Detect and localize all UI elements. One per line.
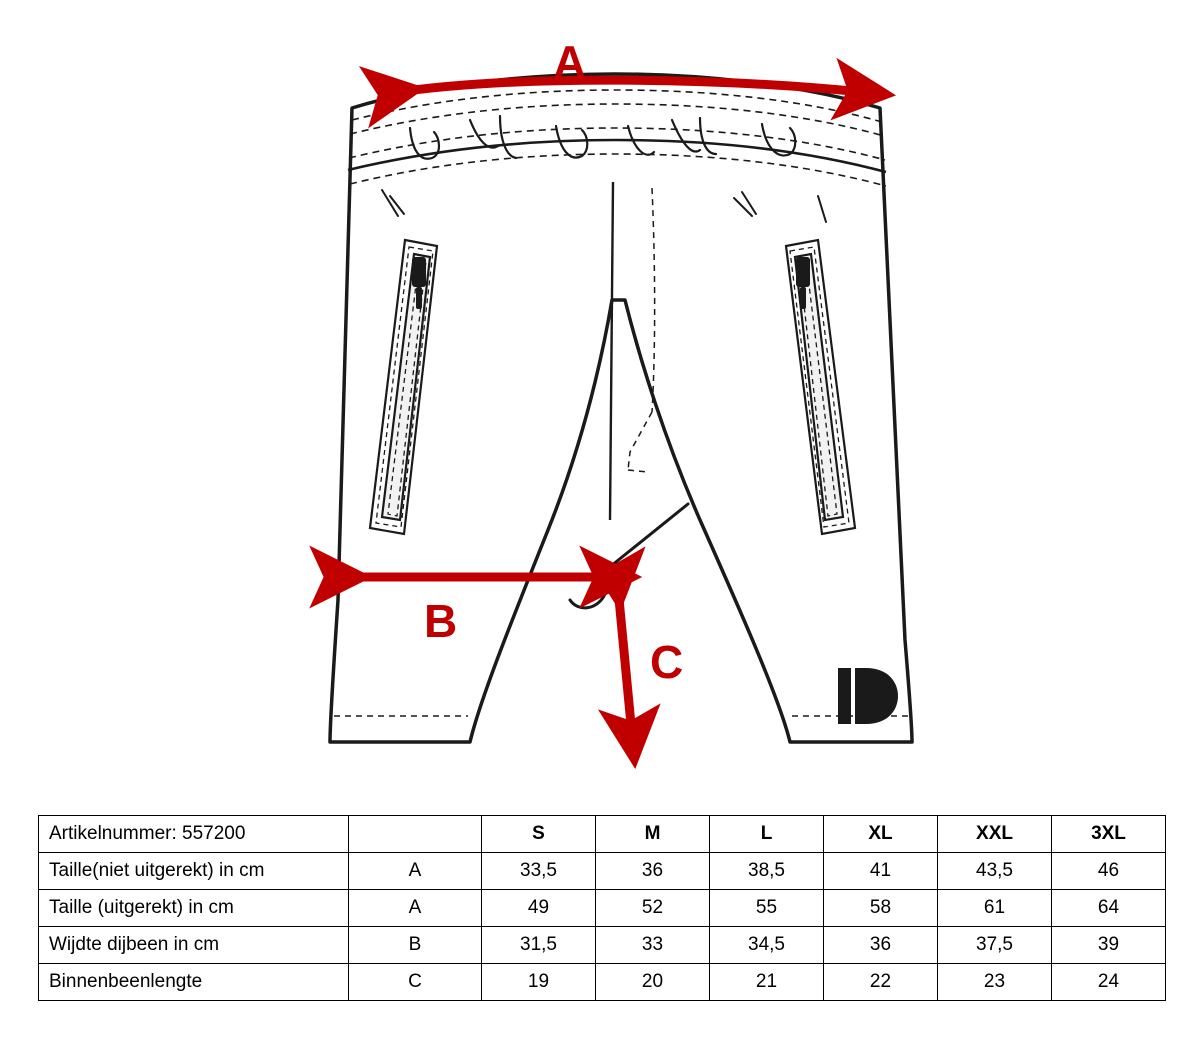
row-value: 23 bbox=[938, 964, 1052, 1001]
row-value: 19 bbox=[482, 964, 596, 1001]
row-label: Binnenbeenlengte bbox=[39, 964, 349, 1001]
donnay-d-logo bbox=[838, 668, 898, 724]
table-row bbox=[39, 890, 1166, 927]
row-value: 58 bbox=[824, 890, 938, 927]
row-value: 31,5 bbox=[482, 927, 596, 964]
dimension-arrow-c bbox=[617, 578, 632, 735]
row-value: 43,5 bbox=[938, 853, 1052, 890]
table-header-row bbox=[39, 816, 1166, 853]
row-label: Wijdte dijbeen in cm bbox=[39, 927, 349, 964]
size-header-m: M bbox=[596, 816, 710, 853]
table-row bbox=[39, 964, 1166, 1001]
row-dimension: A bbox=[349, 853, 482, 890]
row-label: Taille(niet uitgerekt) in cm bbox=[39, 853, 349, 890]
row-value: 20 bbox=[596, 964, 710, 1001]
row-value: 36 bbox=[824, 927, 938, 964]
row-value: 52 bbox=[596, 890, 710, 927]
row-value: 37,5 bbox=[938, 927, 1052, 964]
row-dimension: B bbox=[349, 927, 482, 964]
dimension-label-c: C bbox=[650, 636, 684, 688]
row-value: 41 bbox=[824, 853, 938, 890]
table-row bbox=[39, 927, 1166, 964]
row-value: 34,5 bbox=[710, 927, 824, 964]
size-table-container bbox=[38, 815, 1166, 1001]
crotch-detail bbox=[570, 504, 688, 608]
size-header-xxl: XXL bbox=[938, 816, 1052, 853]
row-value: 64 bbox=[1052, 890, 1166, 927]
row-value: 39 bbox=[1052, 927, 1166, 964]
size-header-3xl: 3XL bbox=[1052, 816, 1166, 853]
row-value: 33,5 bbox=[482, 853, 596, 890]
article-number-cell: Artikelnummer: 557200 bbox=[39, 816, 349, 853]
row-value: 36 bbox=[596, 853, 710, 890]
row-value: 24 bbox=[1052, 964, 1166, 1001]
row-value: 61 bbox=[938, 890, 1052, 927]
dimension-header-cell bbox=[349, 816, 482, 853]
size-table bbox=[38, 815, 1166, 1001]
row-value: 33 bbox=[596, 927, 710, 964]
row-value: 55 bbox=[710, 890, 824, 927]
row-dimension: C bbox=[349, 964, 482, 1001]
row-value: 46 bbox=[1052, 853, 1166, 890]
row-label: Taille (uitgerekt) in cm bbox=[39, 890, 349, 927]
row-value: 49 bbox=[482, 890, 596, 927]
size-header-xl: XL bbox=[824, 816, 938, 853]
size-header-s: S bbox=[482, 816, 596, 853]
dimension-label-a: A bbox=[553, 36, 587, 88]
table-row bbox=[39, 853, 1166, 890]
row-value: 38,5 bbox=[710, 853, 824, 890]
row-value: 22 bbox=[824, 964, 938, 1001]
row-dimension: A bbox=[349, 890, 482, 927]
size-header-l: L bbox=[710, 816, 824, 853]
row-value: 21 bbox=[710, 964, 824, 1001]
dimension-label-b: B bbox=[424, 595, 458, 647]
